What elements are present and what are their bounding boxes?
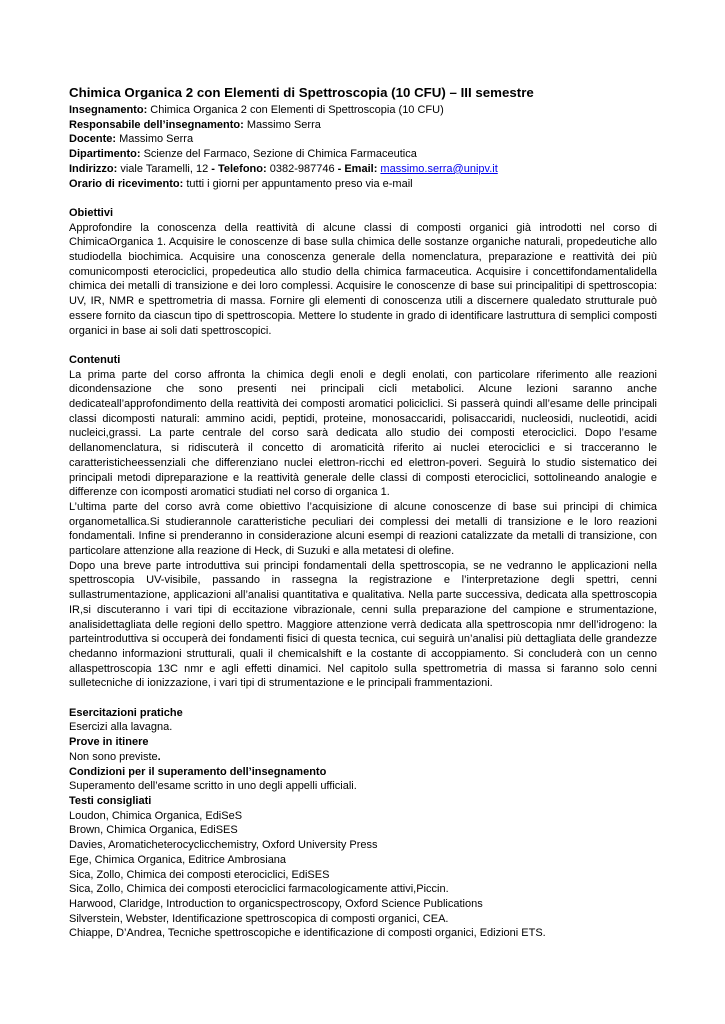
contenuti-paragraph-1: La prima parte del corso affronta la chimica degli enoli e degli enolati, con particolare riferimento alle reazioni dicondensazione che sono presenti nei principali cicli metabolici. Alcune lezioni saranno anche dedicateall’approfondimento della reattività dei composti aromatici policiclici. Si passerà quindi all’esame delle principali classi dicomposti naturali: ammino acidi, peptidi, proteine, monosaccaridi, polisaccaridi, nucleosidi, nucleotidi, acidi nucleici,grassi. La parte centrale del corso sarà dedicata allo studio dei composti eterociclici. Dopo l’esame dellanomenclatura, si ridiscuterà il concetto di aromaticità riferito ai nuclei eterociclici e si tracceranno le caratteristicheessenziali che differenziano nuclei elettron-ricchi ed elettron-poveri. Seguirà lo studio sistematico dei principali metodi dipreparazione e la reattività generale delle classi di composti eterociclici, sottolineando analogie e differenze con icomposti aromatici studiati nel corso di organica 1. — [69, 368, 657, 499]
contenuti-paragraph-3: Dopo una breve parte introduttiva sui principi fondamentali della spettroscopia, se ne vedranno le applicazioni nella spettroscopia UV-visibile, passando in rassegna la registrazione e l’interpretazione degli spettri, cenni sullastrumentazione, applicazioni all’analisi quantitativa e qualitativa. Nella parte successiva, dedicata alla spettroscopia IR,si discuteranno i vari tipi di eccitazione vibrazionale, cenni sulla preparazione del campione e strumentazione, analisidettagliata delle regioni dello spettro. Maggiore attenzione verrà dedicata alla spettroscopia nmr dell’idrogeno: la parteintroduttiva si occuperà dei fondamenti fisici di questa tecnica, cui seguirà un’analisi più dettagliata delle grandezze chedanno informazioni strutturali, quali il chemicalshift e la costante di accoppiamento. Si concluderà con un cenno allaspettroscopia 13C nmr e agli effetti dinamici. Nel capitolo sulla spettrometria di massa si faranno solo cenni sulletecniche di ionizzazione, i vari tipi di strumentazione e le principali frammentazioni. — [69, 559, 657, 690]
list-item: Davies, Aromaticheterocyclicchemistry, Oxford University Press — [69, 839, 378, 852]
prove-text: Non sono previste — [69, 750, 158, 763]
page-title: Chimica Organica 2 con Elementi di Spettroscopia (10 CFU) – III semestre — [69, 85, 534, 100]
insegnamento-label: Insegnamento: — [69, 104, 148, 116]
obiettivi-section — [69, 206, 657, 338]
prove-line — [69, 750, 657, 765]
obiettivi-text: Approfondire la conoscenza della reattività di alcune classi di composti organici già introdotti nel corso di ChimicaOrganica 1. Acquisire le conoscenze di base sulla chimica delle sostanze organiche naturali, propedeutiche allo studiodella biochimica. Acquisire una conoscenza generale della nomenclatura, preparazione e reattività dei più comunicomposti eterociclici, propedeutica allo studio della chimica farmaceutica. Acquisire i concettifondamentalidella chimica dei metalli di transizione e dei loro complessi. Acquisire le conoscenze di base sui principalitipi di spettroscopia: UV, IR, NMR e spettrometria di massa. Fornire gli elementi di conoscenza utili a discernere qualedato strutturale può essere fornito da ciascun tipo di spettroscopia. Mettere lo studente in grado di identificare lastruttura di semplici composti organici in base ai soli dati spettroscopici. — [69, 221, 657, 337]
list-item: Loudon, Chimica Organica, EdiSeS — [69, 809, 243, 822]
details-section — [69, 706, 657, 941]
list-item: Sica, Zollo, Chimica dei composti eterociclici farmacologicamente attivi,Piccin. — [69, 883, 449, 896]
prove-heading: Prove in itinere — [69, 736, 149, 749]
orario-value: tutti i giorni per appuntamento preso via e-mail — [186, 177, 413, 190]
list-item: Silverstein, Webster, Identificazione spettroscopica di composti organici, CEA. — [69, 912, 449, 925]
docente-line — [69, 132, 657, 147]
testi-heading: Testi consigliati — [69, 795, 152, 807]
prove-suffix: . — [157, 750, 161, 763]
list-item: Ege, Chimica Organica, Editrice Ambrosiana — [69, 853, 287, 866]
telefono-label: - Telefono: — [211, 162, 267, 175]
docente-value: Massimo Serra — [119, 133, 194, 146]
list-item: Harwood, Claridge, Introduction to organicspectroscopy, Oxford Science Publications — [69, 897, 483, 910]
contenuti-paragraph-2: L’ultima parte del corso avrà come obiettivo l’acquisizione di alcune conoscenze di base sui principi di chimica organometallica.Si studierannole caratteristiche peculiari dei complessi dei metalli di transizione e le loro reazioni fondamentali. Infine si prenderanno in considerazione alcuni esempi di reazioni catalizzate da metalli di transizione, con particolare attenzione alla reazione di Heck, di Suzuki e alla metatesi di olefine. — [69, 500, 657, 558]
testi-list — [69, 809, 657, 941]
indirizzo-value: viale Taramelli, 12 — [120, 162, 209, 175]
email-link[interactable]: massimo.serra@unipv.it — [380, 162, 498, 175]
insegnamento-line — [69, 103, 657, 118]
responsabile-value: Massimo Serra — [246, 118, 321, 131]
email-label: - Email: — [337, 162, 378, 175]
dipartimento-label: Dipartimento: — [69, 148, 141, 161]
list-item: Brown, Chimica Organica, EdiSES — [69, 824, 238, 837]
responsabile-label: Responsabile dell’insegnamento: — [69, 118, 244, 131]
condizioni-text: Superamento dell’esame scritto in uno degli appelli ufficiali. — [69, 780, 357, 793]
responsabile-line — [69, 118, 657, 133]
list-item: Chiappe, D’Andrea, Tecniche spettroscopiche e identificazione di composti organici, Edizioni ETS. — [69, 927, 546, 940]
document-body — [69, 84, 657, 941]
telefono-value: 0382-987746 — [269, 162, 335, 175]
dipartimento-value: Scienze del Farmaco, Sezione di Chimica Farmaceutica — [143, 148, 417, 161]
orario-label: Orario di ricevimento: — [69, 177, 184, 190]
orario-line — [69, 177, 657, 192]
esercitazioni-heading: Esercitazioni pratiche — [69, 706, 183, 719]
insegnamento-value: Chimica Organica 2 con Elementi di Spettroscopia (10 CFU) — [150, 104, 444, 116]
list-item: Sica, Zollo, Chimica dei composti eterociclici, EdiSES — [69, 868, 330, 881]
indirizzo-line — [69, 162, 657, 177]
obiettivi-heading: Obiettivi — [69, 206, 114, 219]
contenuti-section — [69, 353, 657, 691]
indirizzo-label: Indirizzo: — [69, 162, 118, 175]
docente-label: Docente: — [69, 133, 117, 146]
condizioni-heading: Condizioni per il superamento dell’insegnamento — [69, 765, 327, 778]
contenuti-heading: Contenuti — [69, 353, 121, 366]
esercitazioni-text: Esercizi alla lavagna. — [69, 721, 173, 734]
dipartimento-line — [69, 147, 657, 162]
course-info — [69, 103, 657, 191]
